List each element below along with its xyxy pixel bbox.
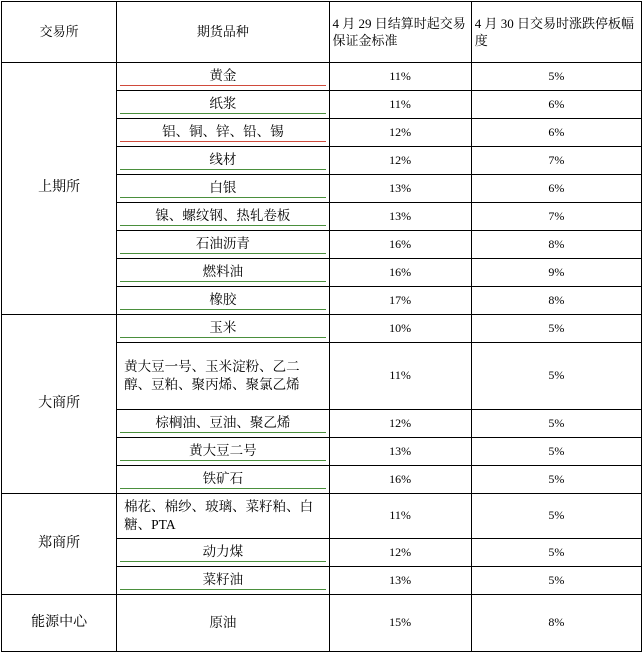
limit-cell: 7%	[471, 203, 641, 231]
product-cell	[117, 494, 329, 539]
limit-cell: 5%	[471, 466, 641, 494]
table-row	[2, 315, 642, 343]
product-cell	[117, 567, 329, 595]
product-label: 黄大豆二号	[120, 442, 325, 461]
margin-cell: 11%	[329, 91, 471, 119]
margin-cell: 15%	[329, 595, 471, 652]
document-page	[0, 1, 643, 631]
limit-cell: 8%	[471, 231, 641, 259]
exchange-cell-ine: 能源中心	[2, 595, 117, 652]
table-row	[2, 595, 642, 652]
product-cell	[117, 438, 329, 466]
product-cell	[117, 466, 329, 494]
limit-cell: 5%	[471, 63, 641, 91]
limit-cell: 5%	[471, 567, 641, 595]
margin-cell: 11%	[329, 63, 471, 91]
limit-cell: 5%	[471, 410, 641, 438]
product-cell	[117, 231, 329, 259]
product-label: 镍、螺纹钢、热轧卷板	[120, 207, 325, 226]
column-header-margin: 4 月 29 日结算时起交易保证金标准	[329, 2, 471, 63]
limit-cell: 6%	[471, 91, 641, 119]
product-label: 铝、铜、锌、铅、锡	[120, 123, 325, 142]
limit-cell: 8%	[471, 287, 641, 315]
limit-cell: 5%	[471, 494, 641, 539]
product-cell	[117, 410, 329, 438]
product-cell	[117, 287, 329, 315]
limit-cell: 9%	[471, 259, 641, 287]
column-header-price-limit: 4 月 30 日交易时涨跌停板幅度	[471, 2, 641, 63]
product-cell	[117, 147, 329, 175]
margin-cell: 10%	[329, 315, 471, 343]
margin-cell: 17%	[329, 287, 471, 315]
margin-cell: 16%	[329, 466, 471, 494]
product-label: 橡胶	[120, 291, 325, 310]
margin-cell: 13%	[329, 203, 471, 231]
margin-cell: 16%	[329, 259, 471, 287]
futures-margin-table	[1, 1, 642, 652]
exchange-cell-czce: 郑商所	[2, 494, 117, 595]
limit-cell: 8%	[471, 595, 641, 652]
product-label: 棉花、棉纱、玻璃、菜籽粕、白糖、PTA	[124, 499, 314, 532]
product-cell	[117, 315, 329, 343]
product-cell	[117, 259, 329, 287]
margin-cell: 13%	[329, 438, 471, 466]
column-header-exchange: 交易所	[2, 2, 117, 63]
limit-cell: 6%	[471, 175, 641, 203]
limit-cell: 7%	[471, 147, 641, 175]
margin-cell: 12%	[329, 119, 471, 147]
limit-cell: 5%	[471, 343, 641, 410]
product-label: 黄金	[120, 67, 325, 86]
limit-cell: 5%	[471, 438, 641, 466]
exchange-cell-dce: 大商所	[2, 315, 117, 494]
product-label: 菜籽油	[120, 571, 325, 590]
product-cell	[117, 203, 329, 231]
margin-cell: 16%	[329, 231, 471, 259]
product-label: 动力煤	[120, 543, 325, 562]
exchange-cell-shfe: 上期所	[2, 63, 117, 315]
margin-cell: 13%	[329, 175, 471, 203]
limit-cell: 5%	[471, 539, 641, 567]
table-row	[2, 494, 642, 539]
product-label: 石油沥青	[120, 235, 325, 254]
product-label: 黄大豆一号、玉米淀粉、乙二醇、豆粕、聚丙烯、聚氯乙烯	[124, 359, 300, 392]
product-cell	[117, 119, 329, 147]
product-label: 白银	[120, 179, 325, 198]
product-label: 原油	[209, 615, 237, 631]
table-row	[2, 63, 642, 91]
column-header-product: 期货品种	[117, 2, 329, 63]
product-label: 线材	[120, 151, 325, 170]
margin-cell: 11%	[329, 343, 471, 410]
limit-cell: 5%	[471, 315, 641, 343]
product-cell	[117, 595, 329, 652]
product-label: 棕榈油、豆油、聚乙烯	[120, 414, 325, 433]
margin-cell: 12%	[329, 410, 471, 438]
product-cell	[117, 175, 329, 203]
product-label: 纸浆	[120, 95, 325, 114]
product-label: 燃料油	[120, 263, 325, 282]
header-row	[2, 2, 642, 63]
margin-cell: 13%	[329, 567, 471, 595]
product-cell	[117, 63, 329, 91]
table-header	[2, 2, 642, 63]
product-cell	[117, 343, 329, 410]
product-cell	[117, 539, 329, 567]
margin-cell: 12%	[329, 539, 471, 567]
product-cell	[117, 91, 329, 119]
table-body	[2, 63, 642, 652]
margin-cell: 12%	[329, 147, 471, 175]
limit-cell: 6%	[471, 119, 641, 147]
product-label: 玉米	[120, 319, 325, 338]
margin-cell: 11%	[329, 494, 471, 539]
product-label: 铁矿石	[120, 470, 325, 489]
